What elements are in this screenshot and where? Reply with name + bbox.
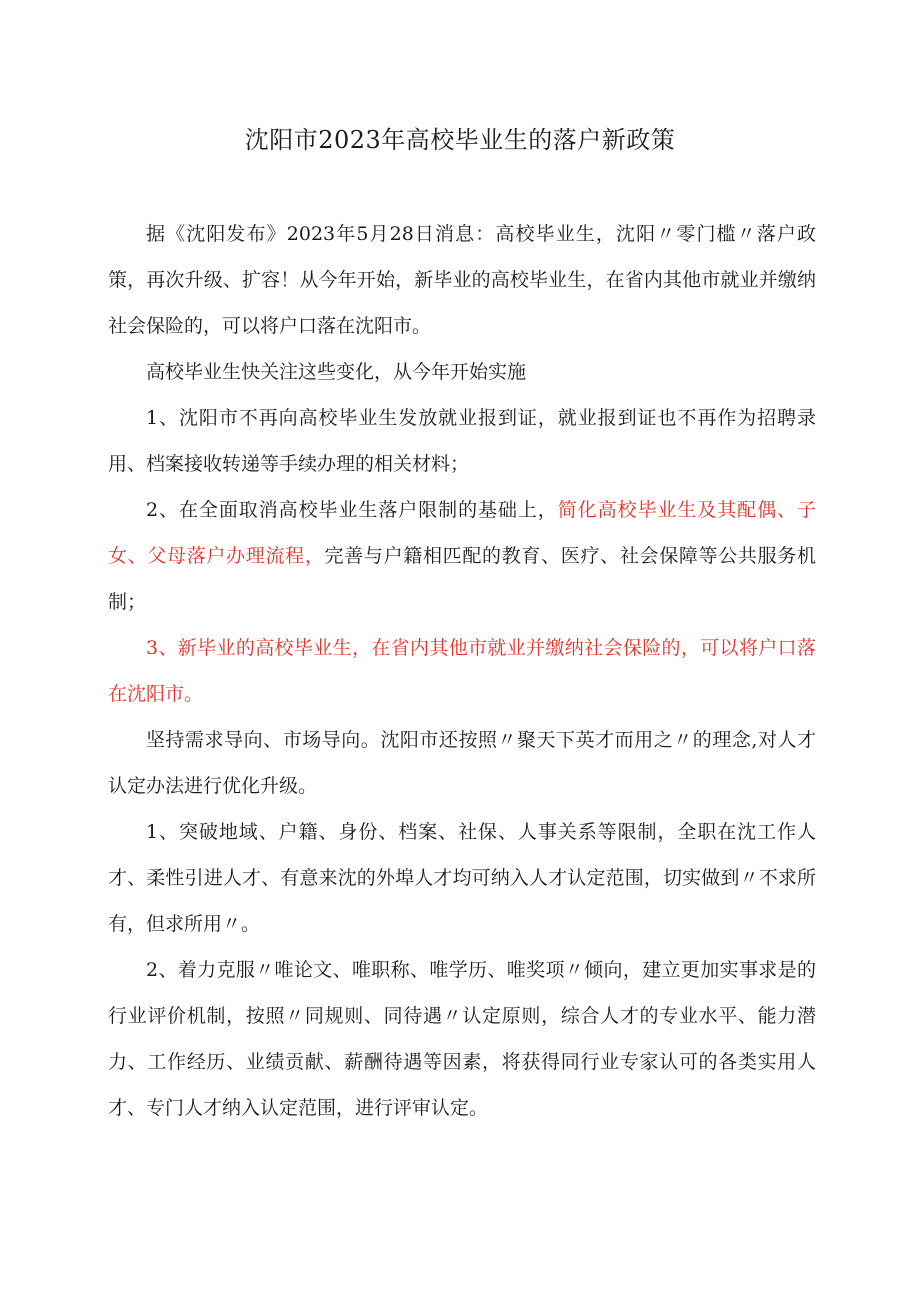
paragraph-changes-heading: 高校毕业生快关注这些变化，从今年开始实施 xyxy=(146,361,527,383)
change-2-highlight: 简化高校毕业生及其配偶、子女、父母落户办理流程， xyxy=(108,499,816,567)
paragraph-talent-2: 2、着力克服〃唯论文、唯职称、唯学历、唯奖项〃倾向，建立更加实事求是的行业评价机制，按照〃同规则、同待遇〃认定原则，综合人才的专业水平、能力潜力、工作经历、业绩贡献、薪酬待遇等因素，将获得同行业专家认可的各类实用人才、专门人才纳入认定范围，进行评审认定。 xyxy=(108,959,816,1119)
document-title: 沈阳市2023年高校毕业生的落户新政策 xyxy=(244,126,676,154)
paragraph-talent-1: 1、突破地域、户籍、身份、档案、社保、人事关系等限制，全职在沈工作人才、柔性引进人才、有意来沈的外埠人才均可纳入人才认定范围，切实做到〃不求所有，但求所用〃。 xyxy=(108,821,816,935)
paragraph-change-3: 3、新毕业的高校毕业生，在省内其他市就业并缴纳社会保险的，可以将户口落在沈阳市。 xyxy=(108,637,816,705)
document-body xyxy=(108,211,816,1131)
paragraph-change-2 xyxy=(108,487,816,625)
change-2-start: 2、在全面取消高校毕业生落户限制的基础上， xyxy=(146,499,558,521)
paragraph-intro: 据《沈阳发布》2023年5月28日消息：高校毕业生，沈阳〃零门槛〃落户政策，再次升级、扩容！从今年开始，新毕业的高校毕业生，在省内其他市就业并缴纳社会保险的，可以将户口落在沈阳市。 xyxy=(108,223,816,337)
paragraph-talent-intro: 坚持需求导向、市场导向。沈阳市还按照〃聚天下英才而用之〃的理念,对人才认定办法进行优化升级。 xyxy=(108,729,816,797)
change-2-end: 完善与户籍相匹配的教育、医疗、社会保障等公共服务机制； xyxy=(108,545,816,613)
paragraph-change-1: 1、沈阳市不再向高校毕业生发放就业报到证，就业报到证也不再作为招聘录用、档案接收转递等手续办理的相关材料； xyxy=(108,407,816,475)
